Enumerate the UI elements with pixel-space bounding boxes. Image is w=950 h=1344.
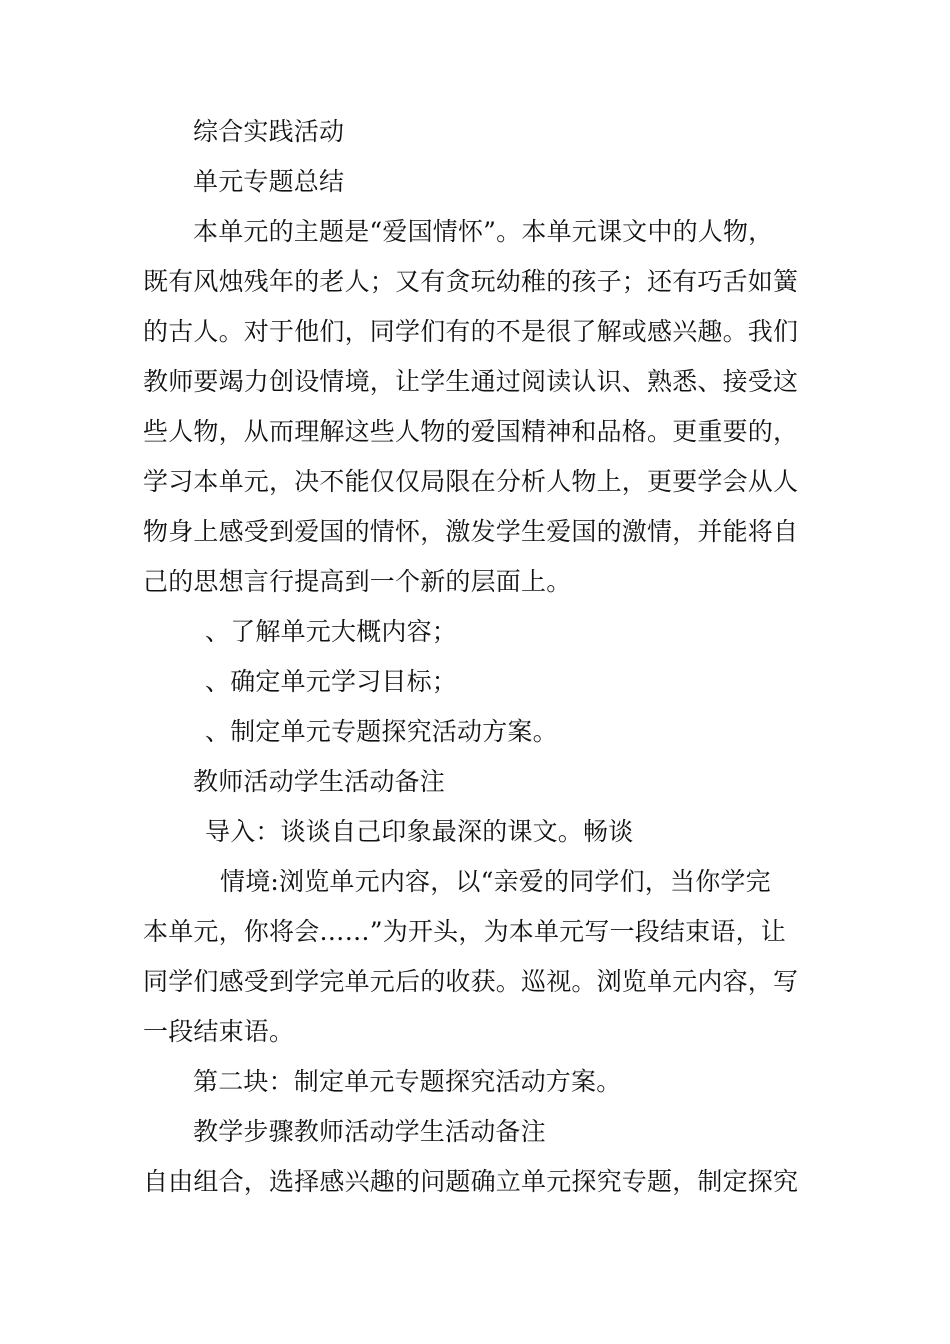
paragraph-line: 本单元，你将会……”为开头，为本单元写一段结束语，让 (143, 917, 786, 946)
table-header: 教学步骤教师活动学生活动备注 (193, 1117, 546, 1146)
table-header: 教师活动学生活动备注 (193, 767, 446, 796)
heading-activity: 综合实践活动 (193, 117, 345, 146)
paragraph-line: 一段结束语。 (143, 1017, 295, 1046)
paragraph-line: 教师要竭力创设情境，让学生通过阅读认识、熟悉、接受这 (143, 367, 799, 396)
paragraph-line: 本单元的主题是“爱国情怀”。本单元课文中的人物， (193, 217, 774, 246)
list-item: 、了解单元大概内容； (205, 617, 458, 646)
paragraph-line: 的古人。对于他们，同学们有的不是很了解或感兴趣。我们 (143, 317, 799, 346)
paragraph-line: 学习本单元，决不能仅仅局限在分析人物上，更要学会从人 (143, 467, 799, 496)
paragraph-line: 物身上感受到爱国的情怀，激发学生爱国的激情，并能将自 (143, 517, 799, 546)
paragraph-line: 己的思想言行提高到一个新的层面上。 (143, 567, 572, 596)
heading-summary: 单元专题总结 (193, 167, 345, 196)
paragraph-line: 既有风烛残年的老人；又有贪玩幼稚的孩子；还有巧舌如簧 (143, 267, 799, 296)
paragraph-line: 同学们感受到学完单元后的收获。巡视。浏览单元内容，写 (143, 967, 799, 996)
paragraph-line: 情境:浏览单元内容，以“亲爱的同学们，当你学完 (220, 867, 771, 896)
list-item: 、确定单元学习目标； (205, 667, 458, 696)
paragraph-line: 些人物，从而理解这些人物的爱国精神和品格。更重要的， (143, 417, 799, 446)
section-title: 第二块：制定单元专题探究活动方案。 (193, 1067, 622, 1096)
intro-line: 导入：谈谈自己印象最深的课文。畅谈 (205, 817, 634, 846)
list-item: 、制定单元专题探究活动方案。 (205, 717, 558, 746)
paragraph-line: 自由组合，选择感兴趣的问题确立单元探究专题，制定探究 (143, 1167, 799, 1196)
